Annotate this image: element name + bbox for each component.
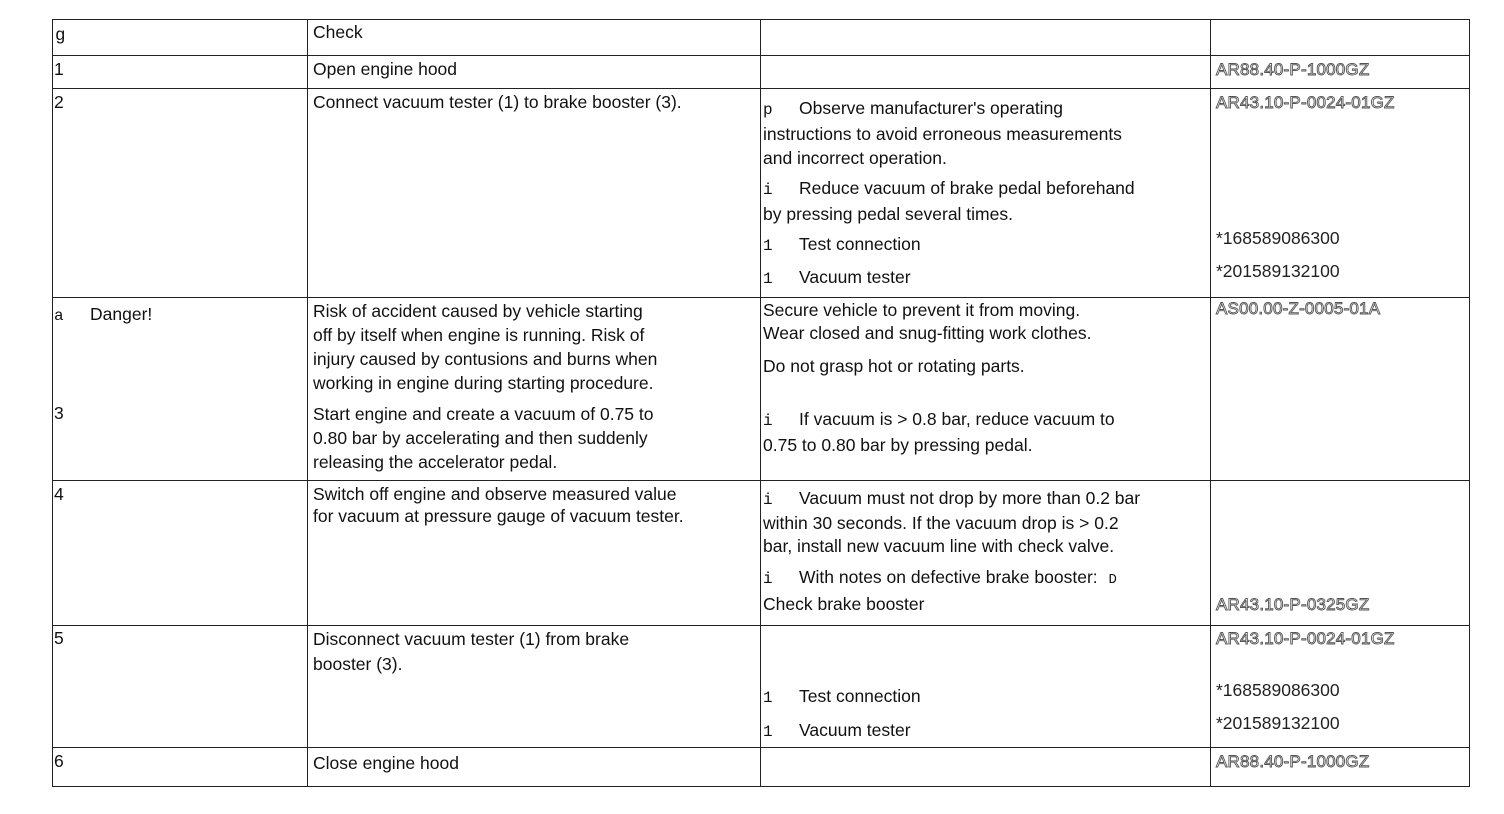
- column-divider: [760, 19, 761, 786]
- column-divider: [52, 19, 53, 786]
- tool-icon: 1: [763, 689, 773, 707]
- step-number: 5: [54, 628, 64, 648]
- step-number: 6: [54, 751, 64, 771]
- document-reference: AR88.40-P-1000GZ: [1216, 752, 1370, 771]
- step-task: Disconnect vacuum tester (1) from brake booster (3).: [313, 629, 630, 674]
- tool-part-number: *201589132100: [1216, 261, 1340, 281]
- step-number: 3: [54, 403, 64, 423]
- table-border: [52, 19, 1470, 20]
- row-divider: [52, 88, 1470, 89]
- note-info: i Vacuum must not drop by more than 0.2 bar within 30 seconds. If the vacuum drop is > 0.2 bar, install new vacuum line with check valve.: [763, 488, 1141, 556]
- danger-label: a Danger!: [54, 303, 152, 328]
- caution-symbol: p: [763, 101, 773, 119]
- tool-icon: 1: [763, 270, 773, 288]
- document-reference: AR88.40-P-1000GZ: [1216, 60, 1370, 79]
- tool-icon: 1: [763, 237, 773, 255]
- info-icon: i: [763, 181, 773, 199]
- column-divider: [1210, 19, 1211, 786]
- info-icon: i: [763, 491, 773, 509]
- document-reference: AR43.10-P-0024-01GZ: [1216, 629, 1395, 648]
- step-number: 1: [54, 59, 64, 79]
- tool-part-number: *201589132100: [1216, 713, 1340, 733]
- tool-item: 1 Test connection: [763, 233, 921, 258]
- row-divider: [52, 480, 1470, 481]
- cross-reference-link[interactable]: Check brake booster: [763, 594, 925, 614]
- danger-icon: a: [54, 307, 64, 325]
- note-info: i With notes on defective brake booster: D: [763, 566, 1117, 592]
- safety-note: Do not grasp hot or rotating parts.: [763, 356, 1025, 376]
- tool-part-number: *168589086300: [1216, 228, 1340, 248]
- table-border: [52, 786, 1470, 787]
- step-number: 4: [54, 484, 64, 504]
- note-info: i Reduce vacuum of brake pedal beforehand by pressing pedal several times.: [763, 178, 1135, 224]
- document-reference: AS00.00-Z-0005-01A: [1216, 299, 1381, 318]
- step-task: Open engine hood: [313, 59, 458, 79]
- info-icon: i: [763, 412, 773, 430]
- step-task: Start engine and create a vacuum of 0.75 to 0.80 bar by accelerating and then suddenly releasing the accelerator pedal.: [313, 404, 654, 472]
- step-task: Close engine hood: [313, 753, 459, 773]
- danger-text: Risk of accident caused by vehicle starting off by itself when engine is running. Risk of injury caused by contusions and burns when working in engine during starting procedure.: [313, 301, 658, 393]
- step-task: Switch off engine and observe measured value for vacuum at pressure gauge of vacuum tester.: [313, 484, 684, 526]
- row-divider: [52, 55, 1470, 56]
- info-icon: i: [763, 570, 773, 588]
- tool-item: 1 Vacuum tester: [763, 719, 911, 744]
- row-divider: [52, 747, 1470, 748]
- note-info: i If vacuum is > 0.8 bar, reduce vacuum to 0.75 to 0.80 bar by pressing pedal.: [763, 409, 1115, 455]
- step-task: Connect vacuum tester (1) to brake booster (3).: [313, 92, 682, 112]
- step-number: 2: [54, 92, 64, 112]
- tool-part-number: *168589086300: [1216, 680, 1340, 700]
- document-reference: AR43.10-P-0325GZ: [1216, 595, 1370, 614]
- row-divider: [52, 625, 1470, 626]
- tool-item: 1 Vacuum tester: [763, 266, 911, 291]
- header-title: Check: [313, 22, 363, 42]
- column-divider: [1469, 19, 1470, 786]
- column-divider: [307, 19, 308, 786]
- header-step-symbol: g: [55, 26, 66, 46]
- document-reference: AR43.10-P-0024-01GZ: [1216, 93, 1395, 112]
- note-caution: p Observe manufacturer's operating instructions to avoid erroneous measurements and incorrect operation.: [763, 98, 1122, 168]
- safety-notes: Secure vehicle to prevent it from moving. Wear closed and snug-fitting work clothes.: [763, 300, 1092, 343]
- tool-item: 1 Test connection: [763, 685, 921, 710]
- tool-icon: 1: [763, 723, 773, 741]
- link-arrow-icon: D: [1108, 572, 1117, 588]
